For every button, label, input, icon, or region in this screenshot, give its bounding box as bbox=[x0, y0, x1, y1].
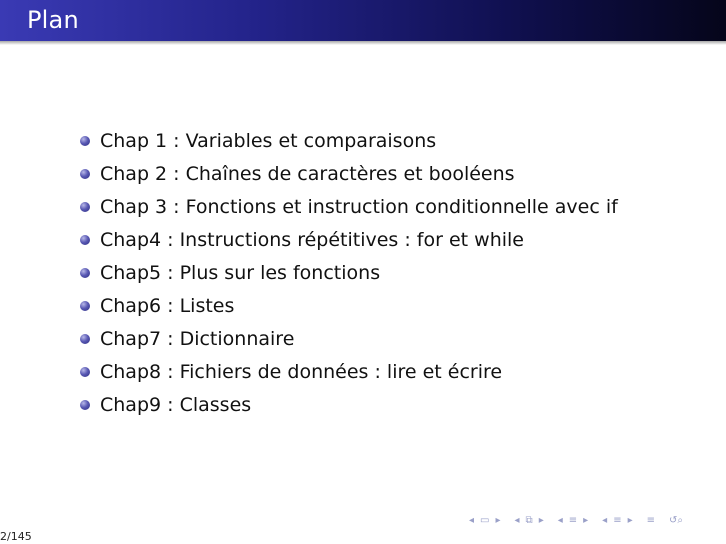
outline-item bbox=[80, 289, 618, 322]
outline-item-text: Chap9 : Classes bbox=[100, 393, 252, 416]
bullet-icon bbox=[80, 136, 90, 146]
bullet-icon bbox=[80, 268, 90, 278]
nav-subsection-icon[interactable]: ⧉ bbox=[525, 514, 533, 526]
bullet-icon bbox=[80, 301, 90, 311]
nav-frame-prev-icon[interactable]: ◂ bbox=[469, 514, 475, 526]
outline-item bbox=[80, 256, 618, 289]
bullet-icon bbox=[80, 235, 90, 245]
nav-section-icon-2[interactable]: ≡ bbox=[613, 514, 622, 526]
outline-item bbox=[80, 223, 618, 256]
title-bar-shadow bbox=[0, 41, 726, 45]
outline-item bbox=[80, 388, 618, 421]
nav-frame-next-icon[interactable]: ▸ bbox=[495, 514, 501, 526]
slide-title: Plan bbox=[27, 6, 79, 34]
outline-item bbox=[80, 124, 618, 157]
outline-item bbox=[80, 190, 618, 223]
page-number: 2/145 bbox=[0, 530, 32, 543]
bullet-icon bbox=[80, 400, 90, 410]
bullet-icon bbox=[80, 169, 90, 179]
outline-item bbox=[80, 355, 618, 388]
nav-section-next-icon-2[interactable]: ▸ bbox=[627, 514, 633, 526]
bullet-icon bbox=[80, 334, 90, 344]
outline-item bbox=[80, 157, 618, 190]
title-bar bbox=[0, 0, 726, 41]
outline-item-text: Chap6 : Listes bbox=[100, 294, 235, 317]
nav-section-icon[interactable]: ≡ bbox=[568, 514, 578, 526]
outline-item-text: Chap 1 : Variables et comparaisons bbox=[100, 129, 437, 152]
nav-subsection-prev-icon[interactable]: ◂ bbox=[514, 514, 520, 526]
bullet-icon bbox=[80, 202, 90, 212]
outline-item-text: Chap 3 : Fonctions et instruction conditionnelle avec if bbox=[100, 195, 618, 218]
nav-search-icon[interactable]: ↺⌕ bbox=[669, 514, 683, 526]
nav-doc-icon[interactable]: ≡ bbox=[646, 514, 656, 526]
nav-section-prev-icon[interactable]: ◂ bbox=[557, 514, 563, 526]
outline-item bbox=[80, 322, 618, 355]
outline-list bbox=[80, 124, 618, 421]
nav-frame-icon[interactable]: ▭ bbox=[480, 514, 490, 526]
nav-subsection-next-icon[interactable]: ▸ bbox=[538, 514, 544, 526]
outline-item-text: Chap8 : Fichiers de données : lire et écrire bbox=[100, 360, 503, 383]
outline-item-text: Chap4 : Instructions répétitives : for et while bbox=[100, 228, 524, 251]
outline-item-text: Chap5 : Plus sur les fonctions bbox=[100, 261, 381, 284]
nav-section-next-icon[interactable]: ▸ bbox=[583, 514, 589, 526]
beamer-navigation-bar bbox=[466, 513, 686, 527]
bullet-icon bbox=[80, 367, 90, 377]
outline-item-text: Chap 2 : Chaînes de caractères et booléens bbox=[100, 162, 515, 185]
nav-section-prev-icon-2[interactable]: ◂ bbox=[602, 514, 608, 526]
outline-item-text: Chap7 : Dictionnaire bbox=[100, 327, 295, 350]
